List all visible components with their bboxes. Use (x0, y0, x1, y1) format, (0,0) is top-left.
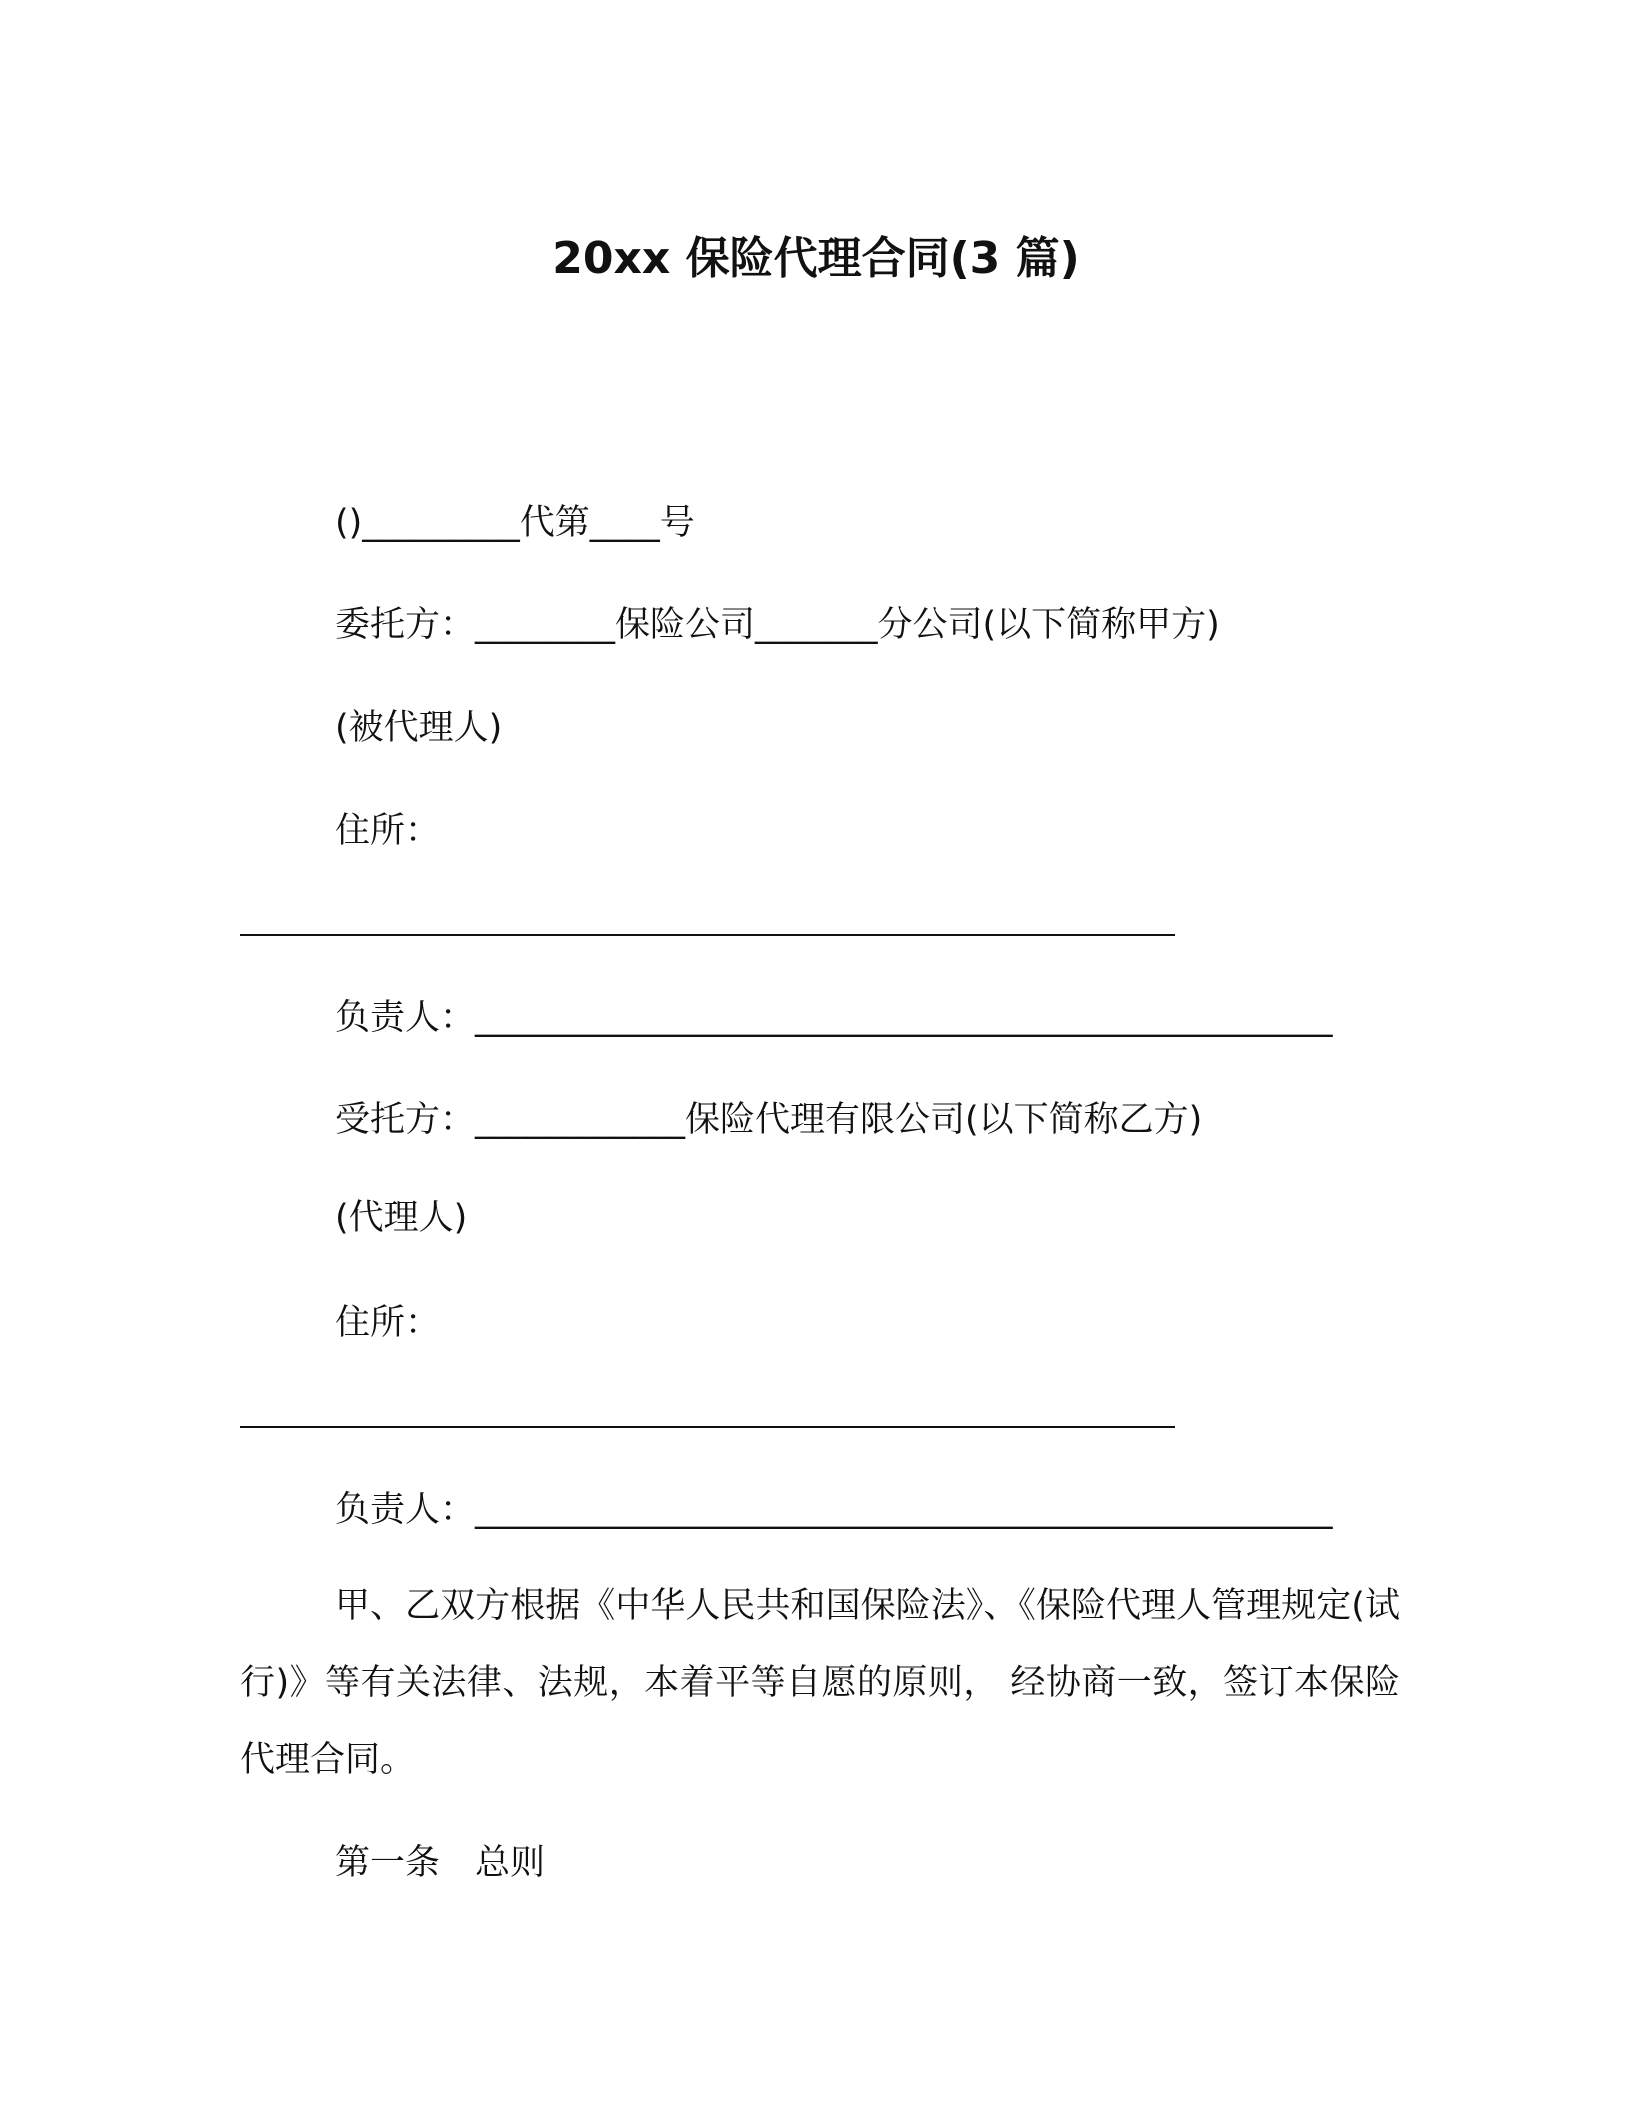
agent-line: 受托方：____________保险代理有限公司(以下简称乙方) (335, 1100, 1203, 1140)
preamble-paragraph: 甲、乙双方根据《中华人民共和国保险法》、《保险代理人管理规定(试行)》等有关法律、法规，本着平等自愿的原则， 经协商一致，签订本保险代理合同。 (240, 1586, 1400, 1780)
principal-head-line: 负责人：_________________________________________________ (335, 998, 1333, 1038)
principal-address-label: 住所： (335, 811, 441, 851)
article-1-heading: 第一条 总则 (335, 1843, 546, 1883)
principal-role-line: (被代理人) (335, 708, 503, 748)
principal-address-blank-line (240, 934, 1175, 936)
principal-line: 委托方：________保险公司_______分公司(以下简称甲方) (335, 605, 1220, 645)
document-title: 20xx 保险代理合同(3 篇) (552, 233, 1080, 284)
agent-address-label: 住所： (335, 1303, 441, 1343)
agent-head-line: 负责人：_________________________________________________ (335, 1490, 1333, 1530)
agent-role-line: (代理人) (335, 1198, 468, 1238)
contract-number-line: ()_________代第____号 (335, 503, 695, 543)
agent-address-blank-line (240, 1426, 1175, 1428)
